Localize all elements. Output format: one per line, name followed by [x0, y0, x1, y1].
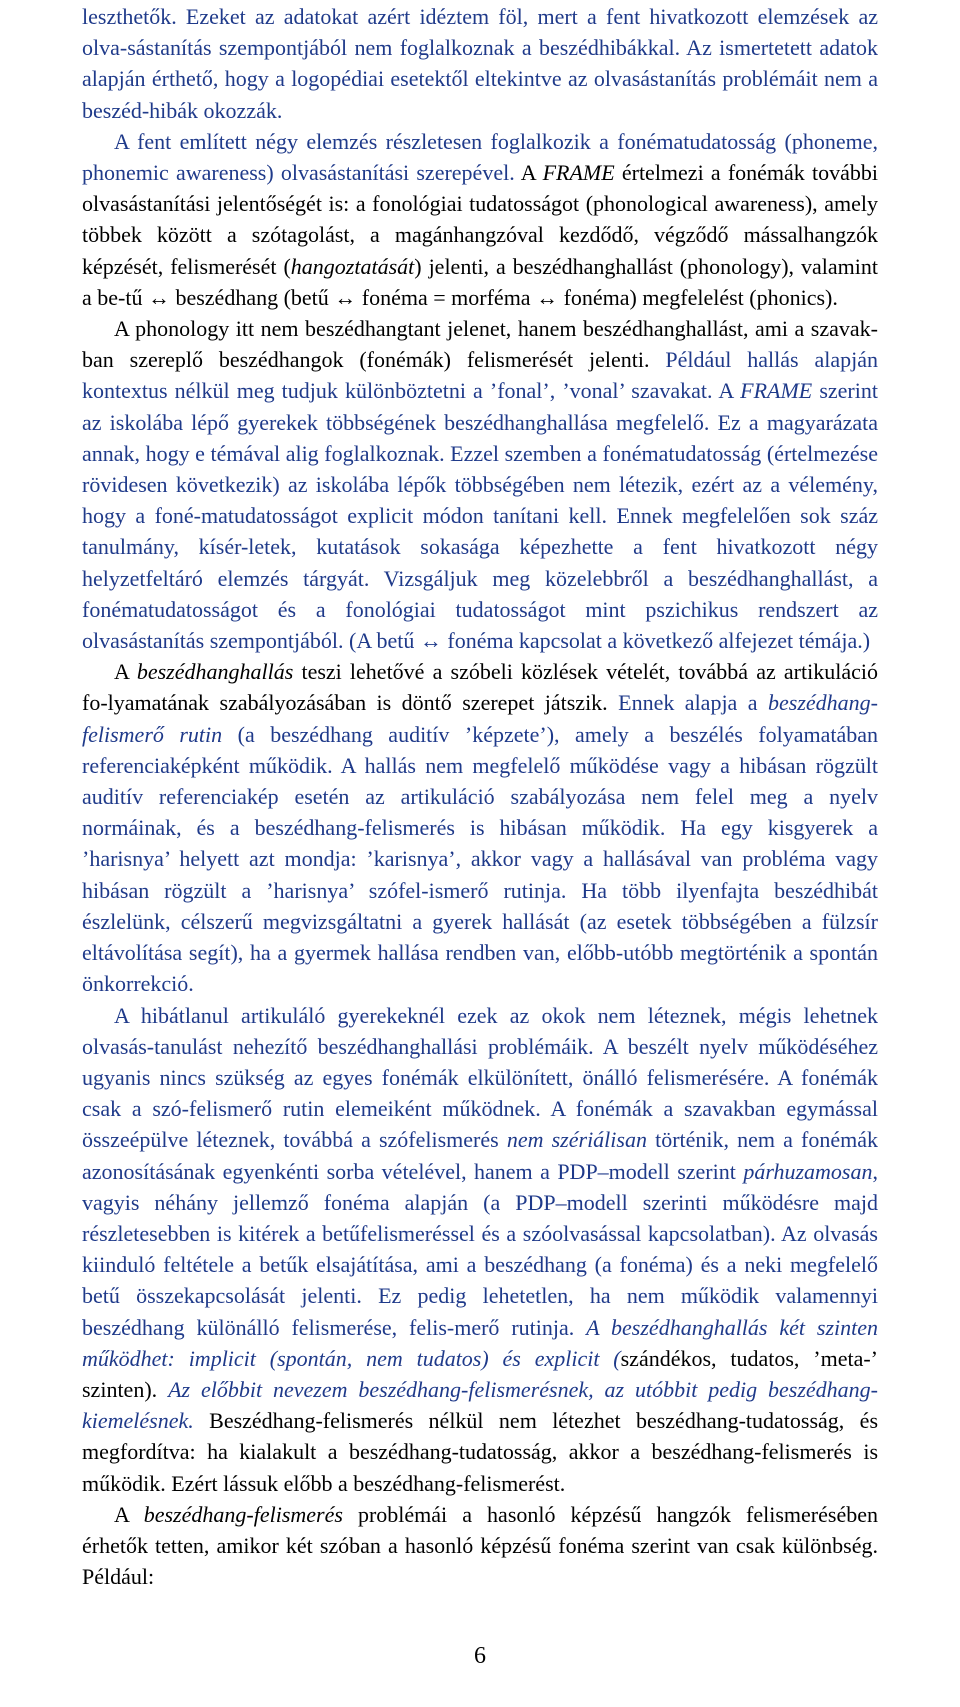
page-number: 6: [474, 1643, 486, 1669]
text-segment: A hibátlanul artikuláló gyerekeknél ezek az okok nem léteznek, mégis lehetnek olvasás-tanulást nehezítő beszédhanghallási problémáik. A beszélt nyelv működéséhez ugyanis nincs szükség az egyes fonémák elkülönített, önálló felismerésére. A fonémák csak a szó-felismerő rutin elemeiként működnek. A fonémák a szavakban egymással összeépülve léteznek, továbbá a szófelismerés: [82, 1002, 878, 1153]
text-segment: történik, nem a fonémák azonosításának egyenkénti sorba vételével, hanem a PDP–modell szerint: [82, 1127, 878, 1184]
text-segment: teszi lehetővé a szóbeli közlések vételét, továbbá az artikuláció fo-lyamatának szabályozásában is döntő szerepet játszik.: [82, 659, 878, 716]
text-segment: A phonology itt nem beszédhangtant jelenet, hanem beszédhanghallást, ami a szavak-ban szereplő beszédhangok (fonémák) felismerését jelenti.: [82, 316, 878, 373]
text-segment: hangoztatását: [290, 253, 415, 279]
text-segment: párhuzamosan: [743, 1158, 873, 1184]
text-segment: ) jelenti, a beszédhanghallást (phonology), valamint a be-tű ↔ beszédhang (betű ↔ fonéma = morféma ↔ fonéma) megfelelést (phonics).: [82, 253, 878, 310]
body-text: [82, 0, 878, 1592]
paragraph: [82, 1, 878, 126]
text-segment: szerint az iskolába lépő gyerekek többségének beszédhanghallása megfelelő. Ez a magyarázata annak, hogy e témával alig foglalkoznak. Ezzel szemben a fonématudatosság (értelmezése rövidesen következik) az iskolába lépők többségében nem létezik, ezért az a vélemény, hogy a foné-matudatosságot explicit módon tanítani kell. Ennek megfelelően sok száz tanulmány, kísér-letek, kutatások sokasága képezhette a fent hivatkozott négy helyzetfeltáró elemzés tárgyát. Vizsgáljuk meg közelebbről a beszédhanghallást, a fonématudatosságot és a fonológiai tudatosságot mint pszichikus rendszert az olvasástanítás szempontjából. (A betű ↔ fonéma kapcsolat a következő alfejezet témája.): [82, 378, 878, 654]
text-segment: Például hallás alapján kontextus nélkül meg tudjuk különböztetni a ’fonal’, ’vonal’ szavakat. A: [82, 347, 879, 404]
paragraph: [82, 656, 878, 999]
text-segment: (a beszédhang auditív ’képzete’), amely a beszélés folyamatában referenciaképként működik. A hallás nem megfelelő működése vagy a hibásan rögzült auditív referenciakép esetén az artikuláció szabályozása nem felel meg a nyelv normáinak, és a beszédhang-felismerés is hibásan működik. Ha egy kisgyerek a ’harisnya’ helyett azt mondja: ’karisnya’, akkor vagy a hallásával van probléma vagy hibásan rögzült a ’harisnya’ szófel-ismerő rutinja. Ha több ilyenfajta beszédhibát észlelünk, célszerű megvizsgáltatni a gyerek hallását (az esetek többségében a fülzsír eltávolítása segít), ha a gyermek hallása rendben van, előbb-utóbb megtörténik a spontán önkorrekció.: [82, 721, 878, 997]
text-segment: A: [114, 1501, 144, 1527]
paragraph: [82, 313, 878, 656]
text-segment: értelmezi a fonémák további olvasástanítási jelentőségét is: a fonológiai tudatosságot (phonological awareness), amely többek között a szótagolást, a magánhangzóval kezdődő, végződő mássalhangzók képzését, felismerését (: [82, 160, 878, 279]
text-segment: nem szériálisan: [506, 1127, 647, 1153]
text-segment: leszthetők. Ezeket az adatokat azért idéztem föl, mert a fent hivatkozott elemzések az olva-sástanítás szempontjából nem foglalkoznak a beszédhibákkal. Az ismertetett adatok alapján érthető, hogy a logopédiai esetektől eltekintve az olvasástanítás problémáit nem a beszéd-hibák okozzák.: [82, 4, 878, 123]
text-segment: A: [114, 659, 137, 685]
text-segment: A beszédhanghallás két szinten működhet: implicit (spontán, nem tudatos) és explicit (: [82, 1314, 878, 1371]
paragraph: [82, 126, 878, 313]
text-segment: A: [520, 160, 543, 186]
text-segment: problémái a hasonló képzésű hangzók felismerésében érhetők tetten, amikor két szóban a hasonló képzésű fonéma szerint van csak különbség. Például:: [82, 1501, 878, 1590]
text-segment: beszédhanghallás: [136, 659, 294, 685]
paragraph: [82, 1499, 878, 1593]
paragraph: [82, 1000, 878, 1499]
text-segment: beszédhang-felismerő rutin: [82, 690, 878, 747]
text-segment: Az előbbit nevezem beszédhang-felismerésnek, az utóbbit pedig beszédhang-kiemelésnek.: [82, 1376, 878, 1434]
text-segment: , vagyis néhány jellemző fonéma alapján (a PDP–modell szerinti működésre majd részletesebben is kitérek a betűfelismeréssel és a szóolvasással kapcsolatban). Az olvasás kiinduló feltétele a betűk elsajátítása, ami a beszédhang (a fonéma) és a neki megfelelő betű összekapcsolását jelenti. Ez pedig lehetetlen, ha nem működik valamennyi beszédhang különálló felismerése, felis-merő rutinja.: [82, 1158, 878, 1340]
text-segment: FRAME: [542, 160, 615, 186]
text-segment: Ennek alapja a: [618, 690, 768, 716]
text-segment: szándékos, tudatos, ’meta-’ szinten).: [82, 1345, 879, 1402]
text-segment: beszédhang-felismerés: [143, 1501, 343, 1527]
text-segment: FRAME: [740, 378, 813, 404]
text-segment: Beszédhang-felismerés nélkül nem létezhet beszédhang-tudatosság, és megfordítva: ha kialakult a beszédhang-tudatosság, akkor a beszédhang-felismerés is működik. Ezért lássuk előbb a beszédhang-felismerést.: [82, 1408, 878, 1496]
text-segment: A fent említett négy elemzés részletesen foglalkozik a fonématudatosság (phoneme, phonemic awareness) olvasástanítási szerepével.: [82, 128, 878, 186]
